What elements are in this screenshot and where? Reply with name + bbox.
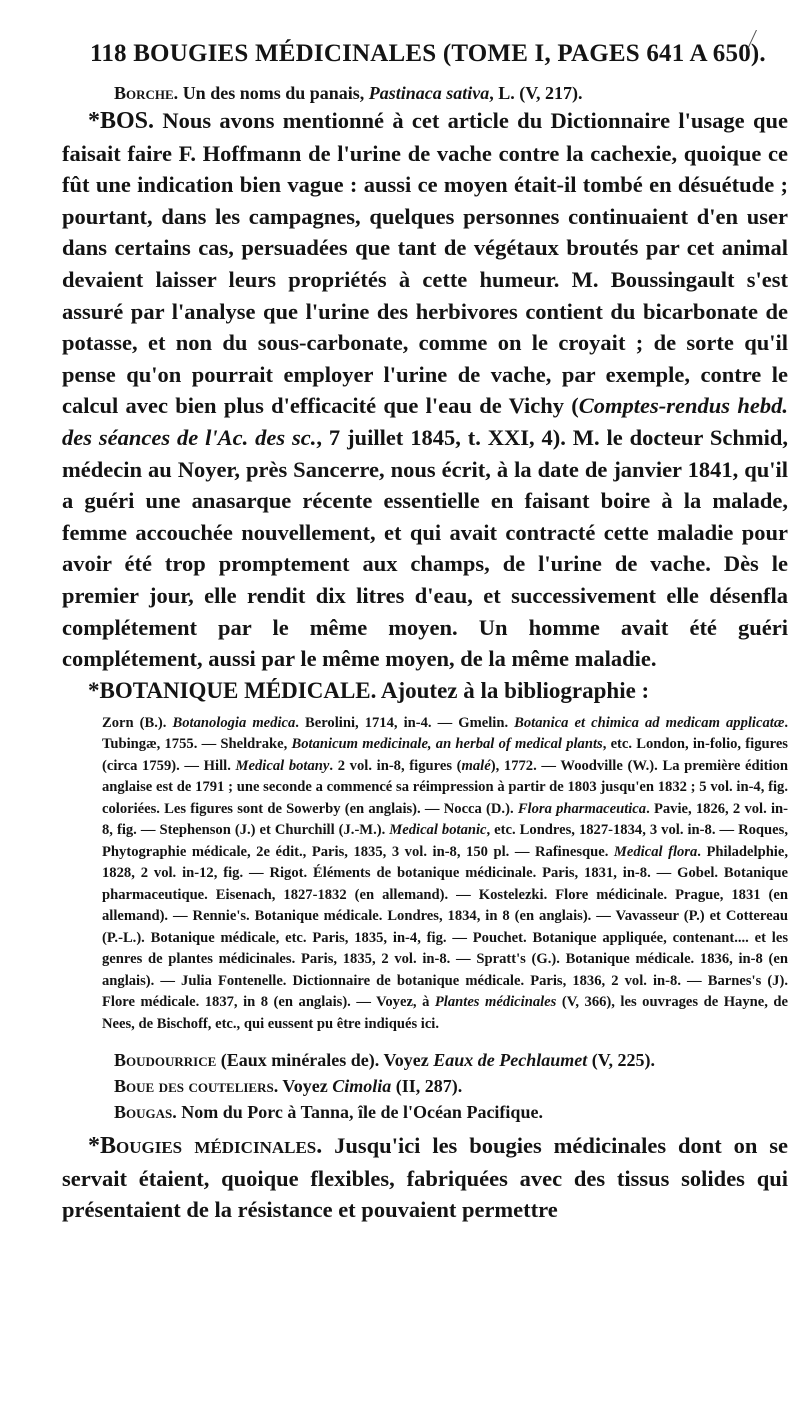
bibliography-title: Medical flora [613, 843, 698, 860]
bibliography-title: Botanicum medicinale, an herbal of medical plants [291, 736, 603, 753]
bibliography-text: . Tubingæ, 1755. — Sheldrake, [102, 714, 788, 753]
entry-text: Jusqu'ici les bougies médicinales dont on se servait étaient, quoique flexibles, fabriquées avec des tissus solides qui présentaient de la résistance et pouvaient permettre [62, 1133, 788, 1223]
entry-term: Bougas. [114, 1102, 177, 1123]
entry-text: Nom du Porc à Tanna, île de l'Océan Pacifique. [176, 1102, 543, 1123]
citation: Comptes-rendus hebd. des séances de l'Ac. des sc. [62, 393, 788, 450]
bibliography-text: , etc. London, in-folio, figures (circa 1759). — Hill. [102, 736, 788, 774]
entry-bos [62, 105, 788, 675]
entry-text: , L. (V, 217). [489, 83, 583, 103]
bibliography-text: . Pavie, 1826, 2 vol. in-8, fig. — Stephenson (J.) et Churchill (J.-M.). [102, 800, 788, 839]
bibliography-title: Botanica et chimica ad medicam applicatæ [514, 714, 785, 731]
bibliography-title: Medical botany [235, 757, 330, 774]
entry-borche [62, 82, 788, 105]
page-number: 118 [90, 40, 127, 67]
bibliography-text: . Philadelphie, 1828, 2 vol. in-12, fig. — Rigot. Éléments de botanique médicinale. Paris, 1831, in-8. — Gobel. Botanique pharmaceutique. Eisenach, 1827-1832 (en allemand). — Kostelezki. Flore médicinale. Prague, 1831 (en allemand). — Rennie's. Botanique médicale. Londres, 1834, in 8 (en anglais). — Vavasseur (P.) et Cottereau (P.-L.). Botanique médicale, etc. Paris, 1835, in-4, fig. — Pouchet. Botanique appliquée, contenant.... et les genres de plantes médicinales. Paris, 1835, 2 vol. in-8. — Spratt's (G.). Botanique médicale. 1836, in-8 (en anglais). — Julia Fontenelle. Dictionnaire de botanique médicale. Paris, 1836, 2 vol. in-8. — Barnes's (J). Flore médicale. 1837, in 8 (en anglais). — Voyez, à [102, 843, 788, 1011]
entry-text: (V, 225). [587, 1050, 655, 1071]
entry-term: *Bougies médicinales. [88, 1133, 323, 1160]
volume-reference: (TOME I, PAGES 641 A 650). [442, 40, 766, 67]
entry-bougas [62, 1101, 788, 1124]
entry-term: *BOTANIQUE MÉDICALE. [88, 677, 377, 703]
bibliography-text: , etc. Londres, 1827-1834, 3 vol. in-8. — Roques, Phytographie médicale, 2e édit., Paris, 1835, 3 vol. in-8, 150 pl. — Rafinesque. [102, 822, 788, 860]
running-title: BOUGIES MÉDICINALES [133, 40, 437, 67]
entry-bougies [62, 1130, 788, 1226]
bibliography-title: malé [461, 757, 491, 774]
entry-text: , 7 juillet 1845, t. XXI, 4). M. le docteur Schmid, médecin au Noyer, près Sancerre, nous écrit, à la date de janvier 1841, qu'il a guéri une anasarque récente essentielle en faisant boire à la malade, femme accouchée nouvellement, et qui avait contracté cette maladie pour avoir été trop promptement aux champs, de l'urine de vache. Dès le premier jour, elle rendit dix litres d'eau, et successivement elle désenfla complétement par le même moyen. Un homme avait été guéri complétement, aussi par le même moyen, de la même maladie. [62, 424, 788, 672]
bibliography-title: Flora pharmaceutica [517, 800, 647, 817]
bibliography-text: . Berolini, 1714, in-4. — Gmelin. [295, 714, 515, 731]
bibliography-title: Botanologia medica [172, 714, 296, 731]
bibliography-text: (V, 366), les ouvrages de Hayne, de Nees, de Bischoff, etc., qui eussent pu être indiqués ici. [102, 994, 788, 1032]
entry-term: Boue des couteliers. [114, 1076, 279, 1097]
cross-reference: Eaux de Pechlaumet [433, 1050, 588, 1071]
entry-boudourrice [62, 1049, 788, 1072]
entry-term: Boudourrice [114, 1050, 217, 1071]
latin-name: Pastinaca sativa [368, 83, 490, 103]
bibliography [62, 713, 788, 1036]
bibliography-title: Medical botanic [389, 822, 487, 839]
document-page [62, 30, 788, 1410]
entry-botanique [62, 675, 788, 707]
entry-text: (II, 287). [391, 1076, 463, 1097]
entry-text: (Eaux minérales de). Voyez [216, 1050, 434, 1071]
running-head [90, 40, 788, 68]
entry-term: Borche. [114, 83, 179, 103]
bibliography-text: Zorn (B.). [102, 714, 173, 731]
entry-boue [62, 1075, 788, 1098]
bibliography-text: . 2 vol. in-8, figures ( [329, 757, 462, 774]
entry-text: Ajoutez à la bibliographie : [376, 677, 650, 703]
bibliography-title: Plantes médicinales [434, 994, 557, 1011]
short-entries [62, 1049, 788, 1124]
entry-term: *BOS. [88, 108, 155, 134]
entry-text: Voyez [278, 1076, 333, 1097]
entry-text: Un des noms du panais, [178, 83, 369, 103]
bibliography-text: ), 1772. — Woodville (W.). La première édition anglaise est de 1791 ; une seconde a commencé sa réimpression à partir de 1803 jusqu'en 1832 ; 5 vol. in-4, fig. coloriées. Les figures sont de Sowerby (en anglais). — Nocca (D.). [102, 757, 788, 817]
cross-reference: Cimolia [332, 1076, 392, 1097]
entry-text: Nous avons mentionné à cet article du Dictionnaire l'usage que faisait faire F. Hoffmann de l'urine de vache contre la cachexie, quoique ce fût une indication bien vague : aussi ce moyen était-il tombé en désuétude ; pourtant, dans les campagnes, quelques personnes continuaient d'en user dans certains cas, persuadées que tant de végétaux broutés par cet animal devaient laisser leurs propriétés à cette humeur. M. Boussingault s'est assuré par l'analyse que l'urine des herbivores contient du bicarbonate de potasse, et non du sous-carbonate, comme on le croyait ; de sorte qu'il pense qu'on pourrait employer l'urine de vache, par exemple, contre le calcul avec bien plus d'efficacité que l'eau de Vichy ( [62, 108, 788, 419]
